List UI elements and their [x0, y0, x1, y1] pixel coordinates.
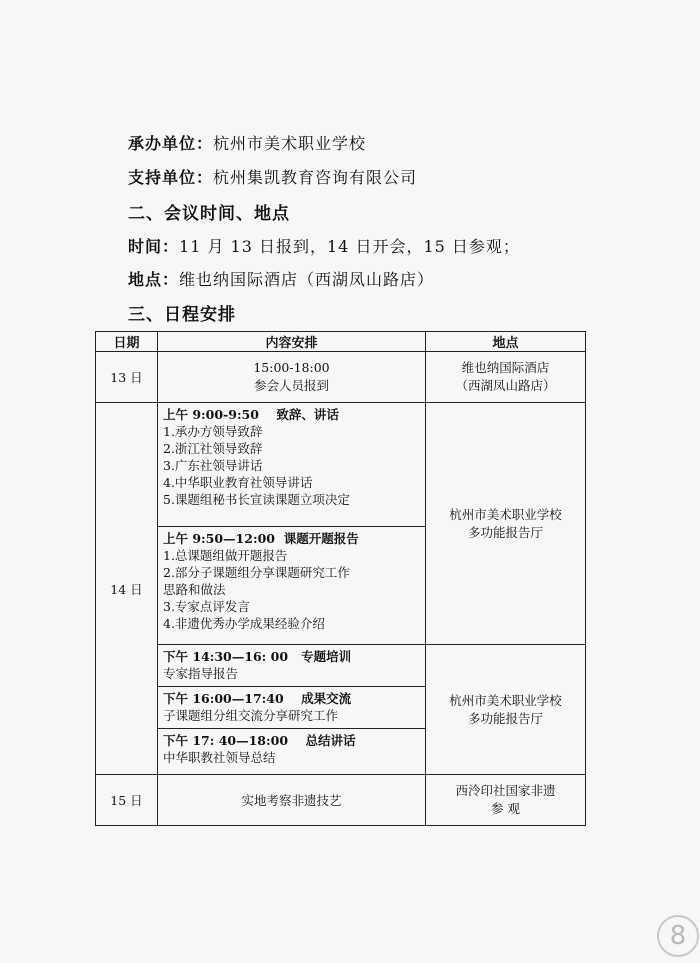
session-title: 课题开题报告: [283, 531, 359, 546]
session-time: 下午 16:00—17:40: [163, 691, 284, 706]
session-title: 总结讲话: [305, 733, 356, 748]
date-cell: 14 日: [96, 403, 158, 775]
session-time: 上午 9:50—12:00: [163, 531, 275, 546]
session-title: 致辞、讲话: [276, 407, 339, 422]
location-line: 杭州市美术职业学校: [449, 692, 562, 708]
session-heading: [163, 690, 419, 707]
session-block: [158, 645, 426, 687]
list-item: 3.专家点评发言: [163, 599, 250, 614]
place-line: [128, 267, 434, 290]
organizer-label: 承办单位：: [128, 134, 214, 153]
section2-heading: 二、会议时间、地点: [128, 204, 290, 224]
place-label: 地点：: [128, 270, 180, 289]
content-text: 参会人员报到: [253, 378, 329, 393]
table-row: [96, 352, 586, 403]
header-location: 地点: [426, 332, 586, 352]
content-cell: [158, 352, 426, 403]
session-heading: [163, 530, 419, 547]
session-block: [158, 527, 426, 645]
time-value: 11 月 13 日报到，14 日开会，15 日参观；: [179, 237, 520, 256]
organizer-line: [128, 131, 366, 154]
organizer-value: 杭州市美术职业学校: [213, 134, 367, 153]
supporter-line: [128, 165, 417, 188]
location-line: 杭州市美术职业学校: [449, 506, 562, 522]
page-number: 8: [657, 915, 699, 957]
session-desc: 专家指导报告: [163, 666, 239, 681]
date-cell: 15 日: [96, 775, 158, 826]
content-cell: 实地考察非遗技艺: [158, 775, 426, 826]
location-cell: [426, 403, 586, 645]
time-label: 时间：: [128, 237, 180, 256]
table-row: [96, 775, 586, 826]
location-line: 维也纳国际酒店: [461, 360, 550, 375]
content-time: 15:00-18:00: [253, 360, 330, 375]
section3-heading: 三、日程安排: [128, 305, 236, 325]
supporter-label: 支持单位：: [128, 168, 214, 187]
list-item: 4.中华职业教育社领导讲话: [163, 475, 313, 490]
table-header-row: [96, 332, 586, 352]
session-desc: 子课题组分组交流分享研究工作: [163, 708, 339, 723]
list-item: 1.承办方领导致辞: [163, 424, 263, 439]
header-date: 日期: [96, 332, 158, 352]
list-item: 思路和做法: [163, 582, 226, 597]
session-title: 专题培训: [301, 649, 352, 664]
location-line: 多功能报告厅: [467, 710, 543, 726]
session-block: [158, 729, 426, 775]
date-cell: 13 日: [96, 352, 158, 403]
table-row: [96, 645, 586, 687]
header-content: 内容安排: [158, 332, 426, 352]
session-time: 下午 17: 40—18:00: [163, 733, 289, 748]
time-line: [128, 234, 520, 257]
location-line: 多功能报告厅: [467, 524, 543, 540]
place-value: 维也纳国际酒店（西湖凤山路店）: [179, 270, 435, 289]
session-time: 上午 9:00-9:50: [163, 407, 259, 422]
list-item: 1.总课题组做开题报告: [163, 548, 288, 563]
location-line: （西湖凤山路店）: [455, 378, 556, 393]
list-item: 4.非遗优秀办学成果经验介绍: [163, 616, 325, 631]
session-block: [158, 687, 426, 729]
session-time: 下午 14:30—16: 00: [163, 649, 289, 664]
list-item: 2.浙江社领导致辞: [163, 441, 263, 456]
location-line: 参 观: [491, 801, 520, 816]
list-item: 5.课题组秘书长宣读课题立项决定: [163, 492, 350, 507]
location-line: 西泠印社国家非遗: [455, 783, 556, 798]
location-cell: [426, 775, 586, 826]
list-item: 3.广东社领导讲话: [163, 458, 263, 473]
session-title: 成果交流: [301, 691, 352, 706]
session-heading: [163, 406, 419, 423]
location-cell: [426, 645, 586, 775]
supporter-value: 杭州集凯教育咨询有限公司: [213, 168, 418, 187]
schedule-table: [95, 331, 586, 826]
list-item: 2.部分子课题组分享课题研究工作: [163, 565, 350, 580]
session-block: [158, 403, 426, 527]
location-cell: [426, 352, 586, 403]
session-heading: [163, 648, 419, 665]
session-desc: 中华职教社领导总结: [163, 750, 276, 765]
table-row: [96, 403, 586, 527]
session-heading: [163, 732, 419, 749]
